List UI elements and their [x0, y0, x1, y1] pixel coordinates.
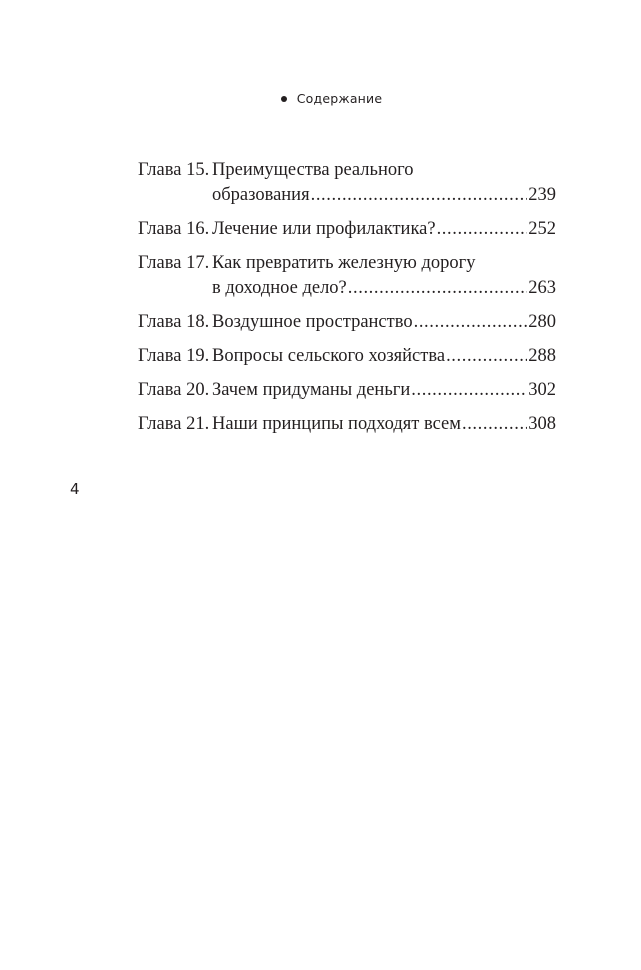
table-of-contents [138, 158, 556, 446]
toc-page-number: 302 [528, 380, 556, 400]
toc-title-line: Воздушное пространство [212, 312, 413, 332]
toc-title-line: Наши принципы подходят всем [212, 414, 461, 434]
toc-title-line: образования [212, 185, 310, 205]
toc-title-line: в доходное дело? [212, 278, 347, 298]
toc-page-number: 263 [528, 278, 556, 298]
toc-title-line: Зачем придуманы деньги [212, 380, 411, 400]
dot-leader [462, 412, 527, 437]
toc-entry[interactable] [138, 310, 556, 335]
dot-leader [437, 217, 528, 242]
toc-chapter-number: Глава 21. [138, 414, 210, 434]
page-number: 4 [70, 480, 80, 498]
toc-title-line: Как превратить железную дорогу [212, 253, 476, 273]
toc-entry[interactable] [138, 217, 556, 242]
toc-title-line: Лечение или профилактика? [212, 219, 436, 239]
dot-leader [414, 310, 528, 335]
toc-entry[interactable] [138, 344, 556, 369]
dot-leader [411, 378, 527, 403]
toc-title-line: Вопросы сельского хозяйства [212, 346, 446, 366]
toc-entry[interactable] [138, 378, 556, 403]
toc-chapter-number: Глава 15. [138, 160, 210, 180]
running-header [0, 91, 641, 106]
bullet-icon [281, 96, 287, 102]
toc-chapter-number: Глава 18. [138, 312, 210, 332]
toc-page-number: 308 [528, 414, 556, 434]
toc-page-number: 288 [528, 346, 556, 366]
dot-leader [311, 183, 528, 208]
toc-page-number: 239 [528, 185, 556, 205]
toc-page-number: 252 [528, 219, 556, 239]
toc-entry[interactable] [138, 412, 556, 437]
toc-chapter-number: Глава 19. [138, 346, 210, 366]
dot-leader [446, 344, 527, 369]
toc-chapter-number: Глава 17. [138, 253, 210, 273]
toc-chapter-number: Глава 16. [138, 219, 210, 239]
header-title: Содержание [296, 91, 383, 106]
toc-title-line: Преимущества реального [212, 160, 414, 180]
toc-chapter-number: Глава 20. [138, 380, 210, 400]
toc-entry[interactable] [138, 251, 556, 301]
toc-page-number: 280 [528, 312, 556, 332]
dot-leader [348, 276, 527, 301]
toc-entry[interactable] [138, 158, 556, 208]
